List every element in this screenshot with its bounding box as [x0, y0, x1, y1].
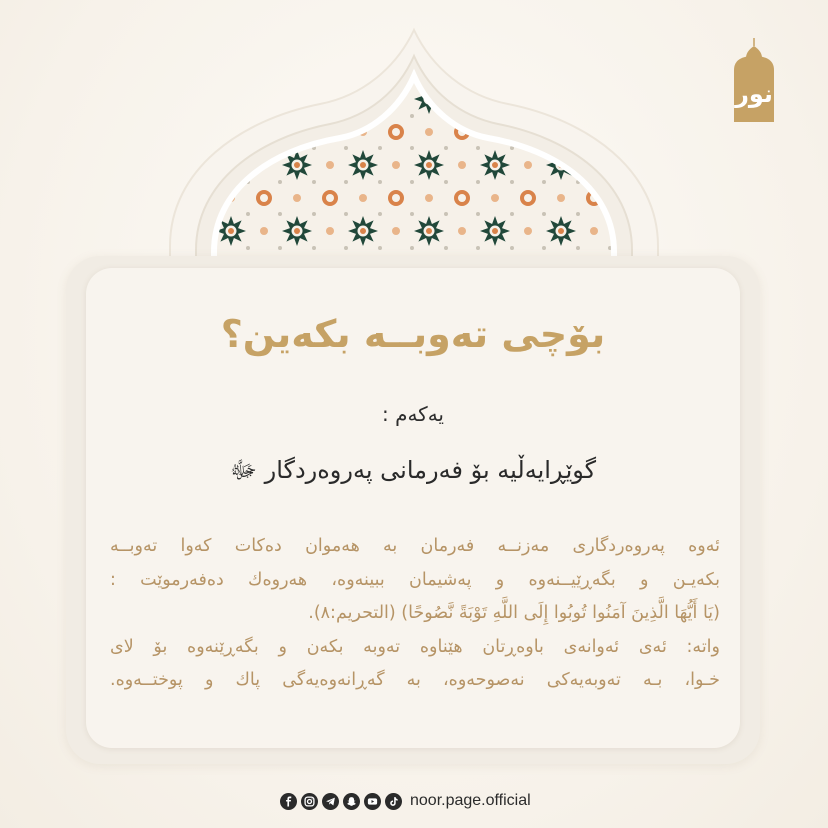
svg-text:نور: نور [735, 80, 773, 108]
instagram-icon[interactable] [301, 793, 318, 810]
body-line: ئەوە پەروەردگاری مەزنــە فەرمان بە هەموان دەكات كەوا تەوبــە [110, 536, 720, 556]
body-line: واتە: ئەی ئەوانەی باوەڕتان هێناوە تەوبە بكەن و بگەڕێنەوە بۆ لای [110, 636, 720, 657]
social-footer [280, 788, 531, 814]
body-line: بكەیـن و بگەڕێیــنەوە و پەشیمان ببینەوە، هەروەك دەفەرموێت : [110, 569, 720, 590]
facebook-icon[interactable] [280, 793, 297, 810]
telegram-icon[interactable] [322, 793, 339, 810]
section-number: یەکەم : [381, 402, 444, 426]
tiktok-icon[interactable] [385, 793, 402, 810]
social-handle[interactable]: noor.page.official [410, 792, 531, 809]
body-line: خـوا، بـە تەوبەیەكی نەصوحەوە، بە گەڕانەوەیەگی پاك و پوختــەوە. [110, 670, 720, 690]
body-text [110, 530, 720, 698]
snapchat-icon[interactable] [343, 793, 360, 810]
page-title: بۆچی تەوبــە بکەین؟ [220, 312, 606, 356]
section-heading: گوێڕایەڵیە بۆ فەرمانی پەروەردگار ﷻ [229, 456, 597, 484]
youtube-icon[interactable] [364, 793, 381, 810]
noor-logo [718, 36, 788, 132]
quran-verse-line: (يَا أَيُّهَا الَّذِينَ آمَنُوا تُوبُوا إِلَى اللَّهِ تَوْبَةً نَّصُوحًا) (التحريم:٨). [308, 603, 720, 623]
